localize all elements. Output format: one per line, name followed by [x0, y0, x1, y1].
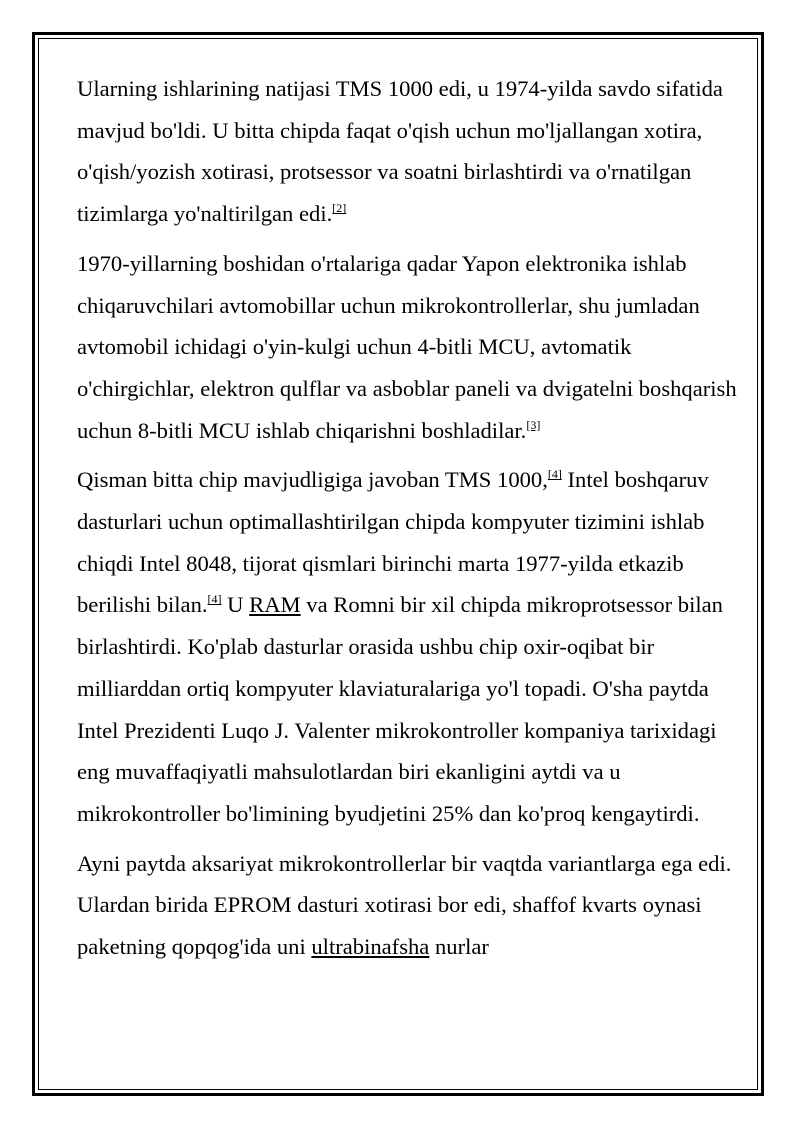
citation-ref[interactable]: [4] — [547, 467, 562, 482]
citation-ref[interactable]: [3] — [526, 417, 541, 432]
paragraph-text: Ayni paytda aksariyat mikrokontrollerlar bir vaqtda variantlarga ega edi. Ulardan birida EPROM dasturi xotirasi bor edi, shaffof kvarts oynasi paketning qopqog'ida uni — [77, 850, 732, 960]
paragraph-text: U — [221, 592, 250, 618]
paragraph-text: Intel boshqaruv dasturlari uchun optimallashtirilgan chipda kompyuter tizimini ishlab chiqdi Intel 8048, tijorat qismlari birinchi marta 1977-yilda etkazib berilishi bilan. — [77, 467, 709, 618]
paragraph-text: va Romni bir xil chipda mikroprotsessor bilan birlashtirdi. Ko'plab dasturlar orasida ushbu chip oxir-oqibat bir milliarddan ortiq kompyuter klaviaturalariga yo'l topadi. O'sha paytda Intel Prezidenti Luqo J. Valenter mikrokontroller kompaniya tarixidagi eng muvaffaqiyatli mahsulotlardan biri ekanligini aytdi va u mikrokontroller bo'limining byudjetini 25% dan ko'proq kengaytirdi. — [77, 592, 723, 826]
citation-ref[interactable]: [2] — [332, 201, 347, 216]
link-ram[interactable]: RAM — [249, 592, 301, 618]
document-body — [77, 68, 737, 976]
paragraph-tms1000 — [77, 68, 737, 235]
paragraph-text: 1970-yillarning boshidan o'rtalariga qadar Yapon elektronika ishlab chiqaruvchilari avtomobillar uchun mikrokontrollerlar, shu jumladan avtomobil ichidagi o'yin-kulgi uchun 4-bitli MCU, avtomatik o'chirgichlar, elektron qulflar va asboblar paneli va dvigatelni boshqarish uchun 8-bitli MCU ishlab chiqarishni boshladilar. — [77, 250, 737, 443]
paragraph-intel-8048 — [77, 459, 737, 834]
citation-ref[interactable]: [4] — [207, 592, 222, 607]
paragraph-text: Qisman bitta chip mavjudligiga javoban TMS 1000, — [77, 467, 548, 493]
paragraph-variants — [77, 843, 737, 968]
paragraph-text: Ularning ishlarining natijasi TMS 1000 edi, u 1974-yilda savdo sifatida mavjud bo'ldi. U bitta chipda faqat o'qish uchun mo'ljallangan xotira, o'qish/yozish xotirasi, protsessor va soatni birlashtirdi va o'rnatilgan tizimlarga yo'naltirilgan edi. — [77, 76, 723, 227]
link-ultraviolet[interactable]: ultrabinafsha — [311, 934, 430, 960]
paragraph-text: nurlar — [429, 934, 489, 960]
paragraph-japan-mcu — [77, 243, 737, 452]
